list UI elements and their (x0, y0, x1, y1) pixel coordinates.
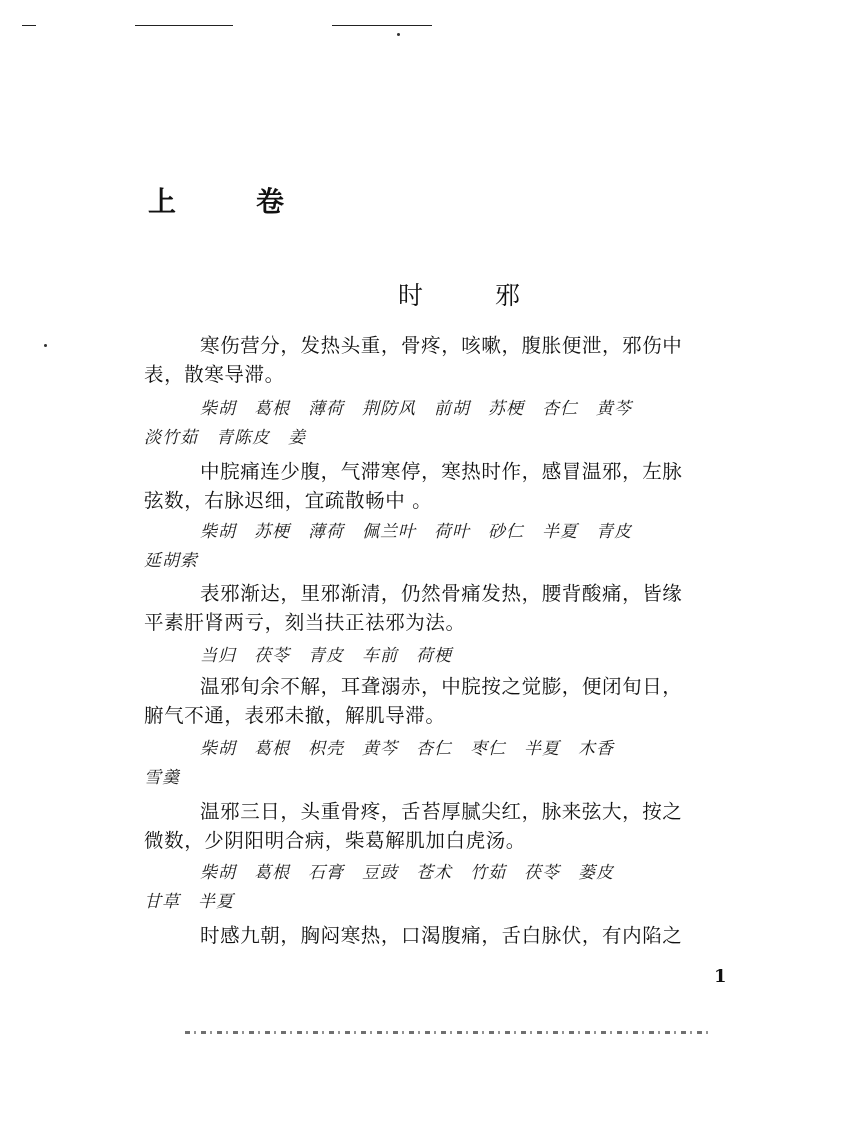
case-text (144, 797, 784, 855)
herb-line: 淡竹茹 青陈皮 姜 (144, 428, 306, 448)
text-line: 寒伤营分，发热头重，骨疼，咳嗽，腹胀便泄，邪伤中 (200, 334, 683, 357)
volume-heading-left: 上 (148, 185, 177, 218)
herb-line: 延胡索 (144, 551, 198, 571)
text-line: 弦数，右脉迟细，宜疏散畅中 。 (144, 489, 433, 512)
scan-speck (397, 33, 400, 36)
case-text (144, 457, 784, 515)
section-title (398, 276, 520, 312)
herb-line: 柴胡 葛根 薄荷 荆防风 前胡 苏梗 杏仁 黄芩 (200, 399, 632, 419)
text-line: 时感九朝，胸闷寒热，口渴腹痛，舌白脉伏，有内陷之 (200, 924, 683, 947)
text-line: 温邪旬余不解，耳聋溺赤，中脘按之觉膨，便闭旬日， (200, 675, 683, 698)
header-rule-center (135, 25, 233, 26)
prescription (144, 859, 784, 917)
text-line: 温邪三日，头重骨疼，舌苔厚腻尖红，脉来弦大，按之 (200, 800, 683, 823)
case-text (144, 921, 784, 950)
prescription (144, 518, 784, 576)
text-line: 中脘痛连少腹，气滞寒停，寒热时作，感冒温邪，左脉 (200, 460, 683, 483)
volume-heading-right: 卷 (256, 185, 285, 218)
scan-artifact-line (185, 1031, 710, 1034)
prescription (144, 642, 784, 671)
case-text (144, 331, 784, 389)
herb-line: 柴胡 苏梗 薄荷 佩兰叶 荷叶 砂仁 半夏 青皮 (200, 522, 632, 542)
scan-speck (44, 344, 47, 347)
prescription (144, 735, 784, 793)
section-title-left: 时 (398, 281, 424, 310)
case-text (144, 672, 784, 730)
section-title-right: 邪 (495, 281, 521, 310)
header-rule-right (332, 25, 432, 26)
prescription (144, 395, 784, 453)
herb-line: 柴胡 葛根 枳壳 黄芩 杏仁 枣仁 半夏 木香 (200, 739, 614, 759)
page-number: 1 (714, 966, 727, 987)
text-line: 平素肝肾两亏，刻当扶正祛邪为法。 (144, 611, 466, 634)
herb-line: 雪羹 (144, 768, 180, 788)
herb-line: 当归 茯苓 青皮 车前 荷梗 (200, 646, 452, 666)
text-line: 腑气不通，表邪未撤，解肌导滞。 (144, 704, 446, 727)
text-line: 微数，少阴阳明合病，柴葛解肌加白虎汤。 (144, 829, 526, 852)
header-rule-left (22, 25, 36, 26)
text-line: 表，散寒导滞。 (144, 363, 285, 386)
text-line: 表邪渐达，里邪渐清，仍然骨痛发热，腰背酸痛，皆缘 (200, 582, 683, 605)
volume-heading (148, 180, 284, 220)
herb-line: 甘草 半夏 (144, 892, 234, 912)
herb-line: 柴胡 葛根 石膏 豆豉 苍术 竹茹 茯苓 蒌皮 (200, 863, 614, 883)
case-text (144, 579, 784, 637)
